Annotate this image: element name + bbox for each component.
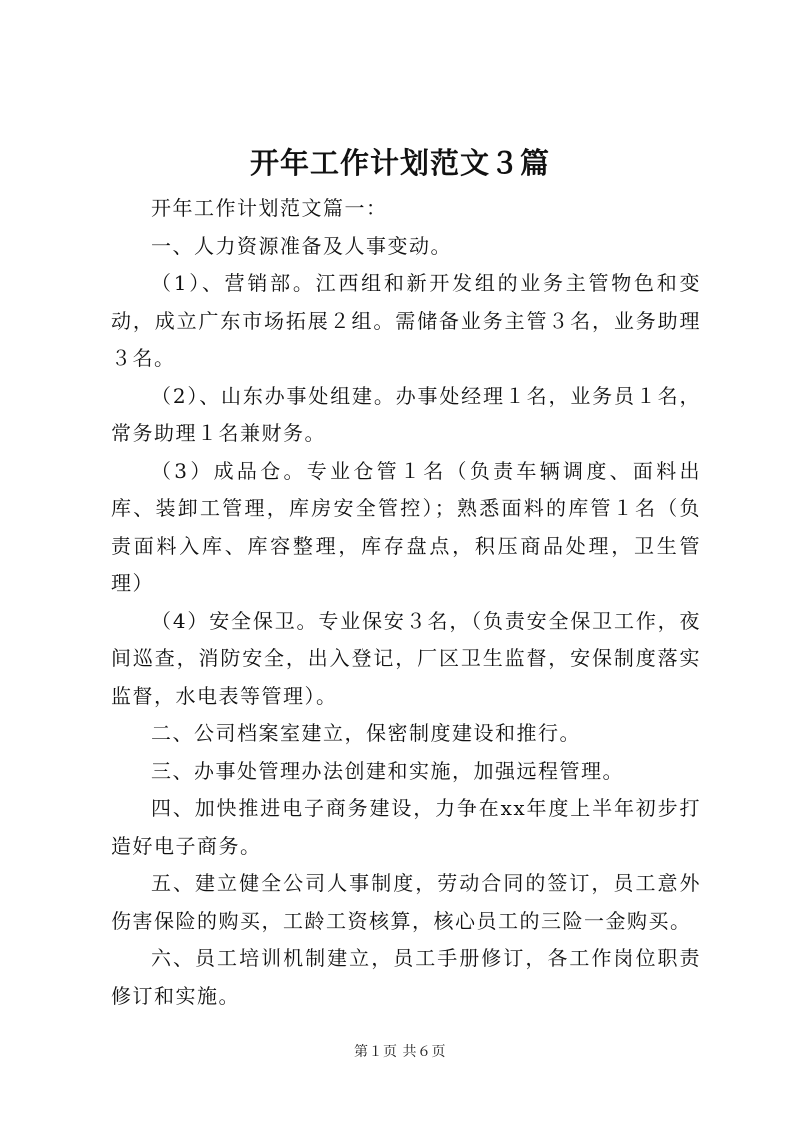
paragraph-office-management: 三、办事处管理办法创建和实施，加强远程管理。 [151,758,624,783]
paragraph-marketing-dept: （1）、营销部。江西组和新开发组的业务主管物色和变动，成立广东市场拓展２组。需储备业务主管３名，业务助理３名。 [111,271,701,370]
paragraph-personnel-system: 五、建立健全公司人事制度，劳动合同的签订，员工意外伤害保险的购买，工龄工资核算，核心员工的三险一金购买。 [111,871,701,933]
document-title: 开年工作计划范文３篇 [249,146,550,180]
paragraph-security: （4）安全保卫。专业保安３名，（负责安全保卫工作，夜间巡查，消防安全，出入登记，厂区卫生监督，安保制度落实监督，水电表等管理）。 [111,608,701,708]
paragraph-archive-room: 二、公司档案室建立，保密制度建设和推行。 [151,721,581,745]
page-footer: 第１页 共６页 [354,1044,446,1060]
paragraph-hr-preparation: 一、人力资源准备及人事变动。 [151,233,452,258]
paragraph-finished-goods-warehouse: （3）成品仓。专业仓管１名（负责车辆调度、面料出库、装卸工管理，库房安全管控）；熟悉面料的库管１名（负责面料入库、库容整理，库存盘点，积压商品处理，卫生管理） [111,458,701,595]
paragraph-ecommerce: 四、加快推进电子商务建设，力争在xx年度上半年初步打造好电子商务。 [111,796,701,858]
document-body [111,190,701,1015]
paragraph-section-heading: 开年工作计划范文篇一： [151,196,388,220]
paragraph-training: 六、员工培训机制建立，员工手册修订，各工作岗位职责修订和实施。 [111,946,701,1008]
paragraph-shandong-office: （2）、山东办事处组建。办事处经理１名，业务员１名，常务助理１名兼财务。 [111,383,701,445]
